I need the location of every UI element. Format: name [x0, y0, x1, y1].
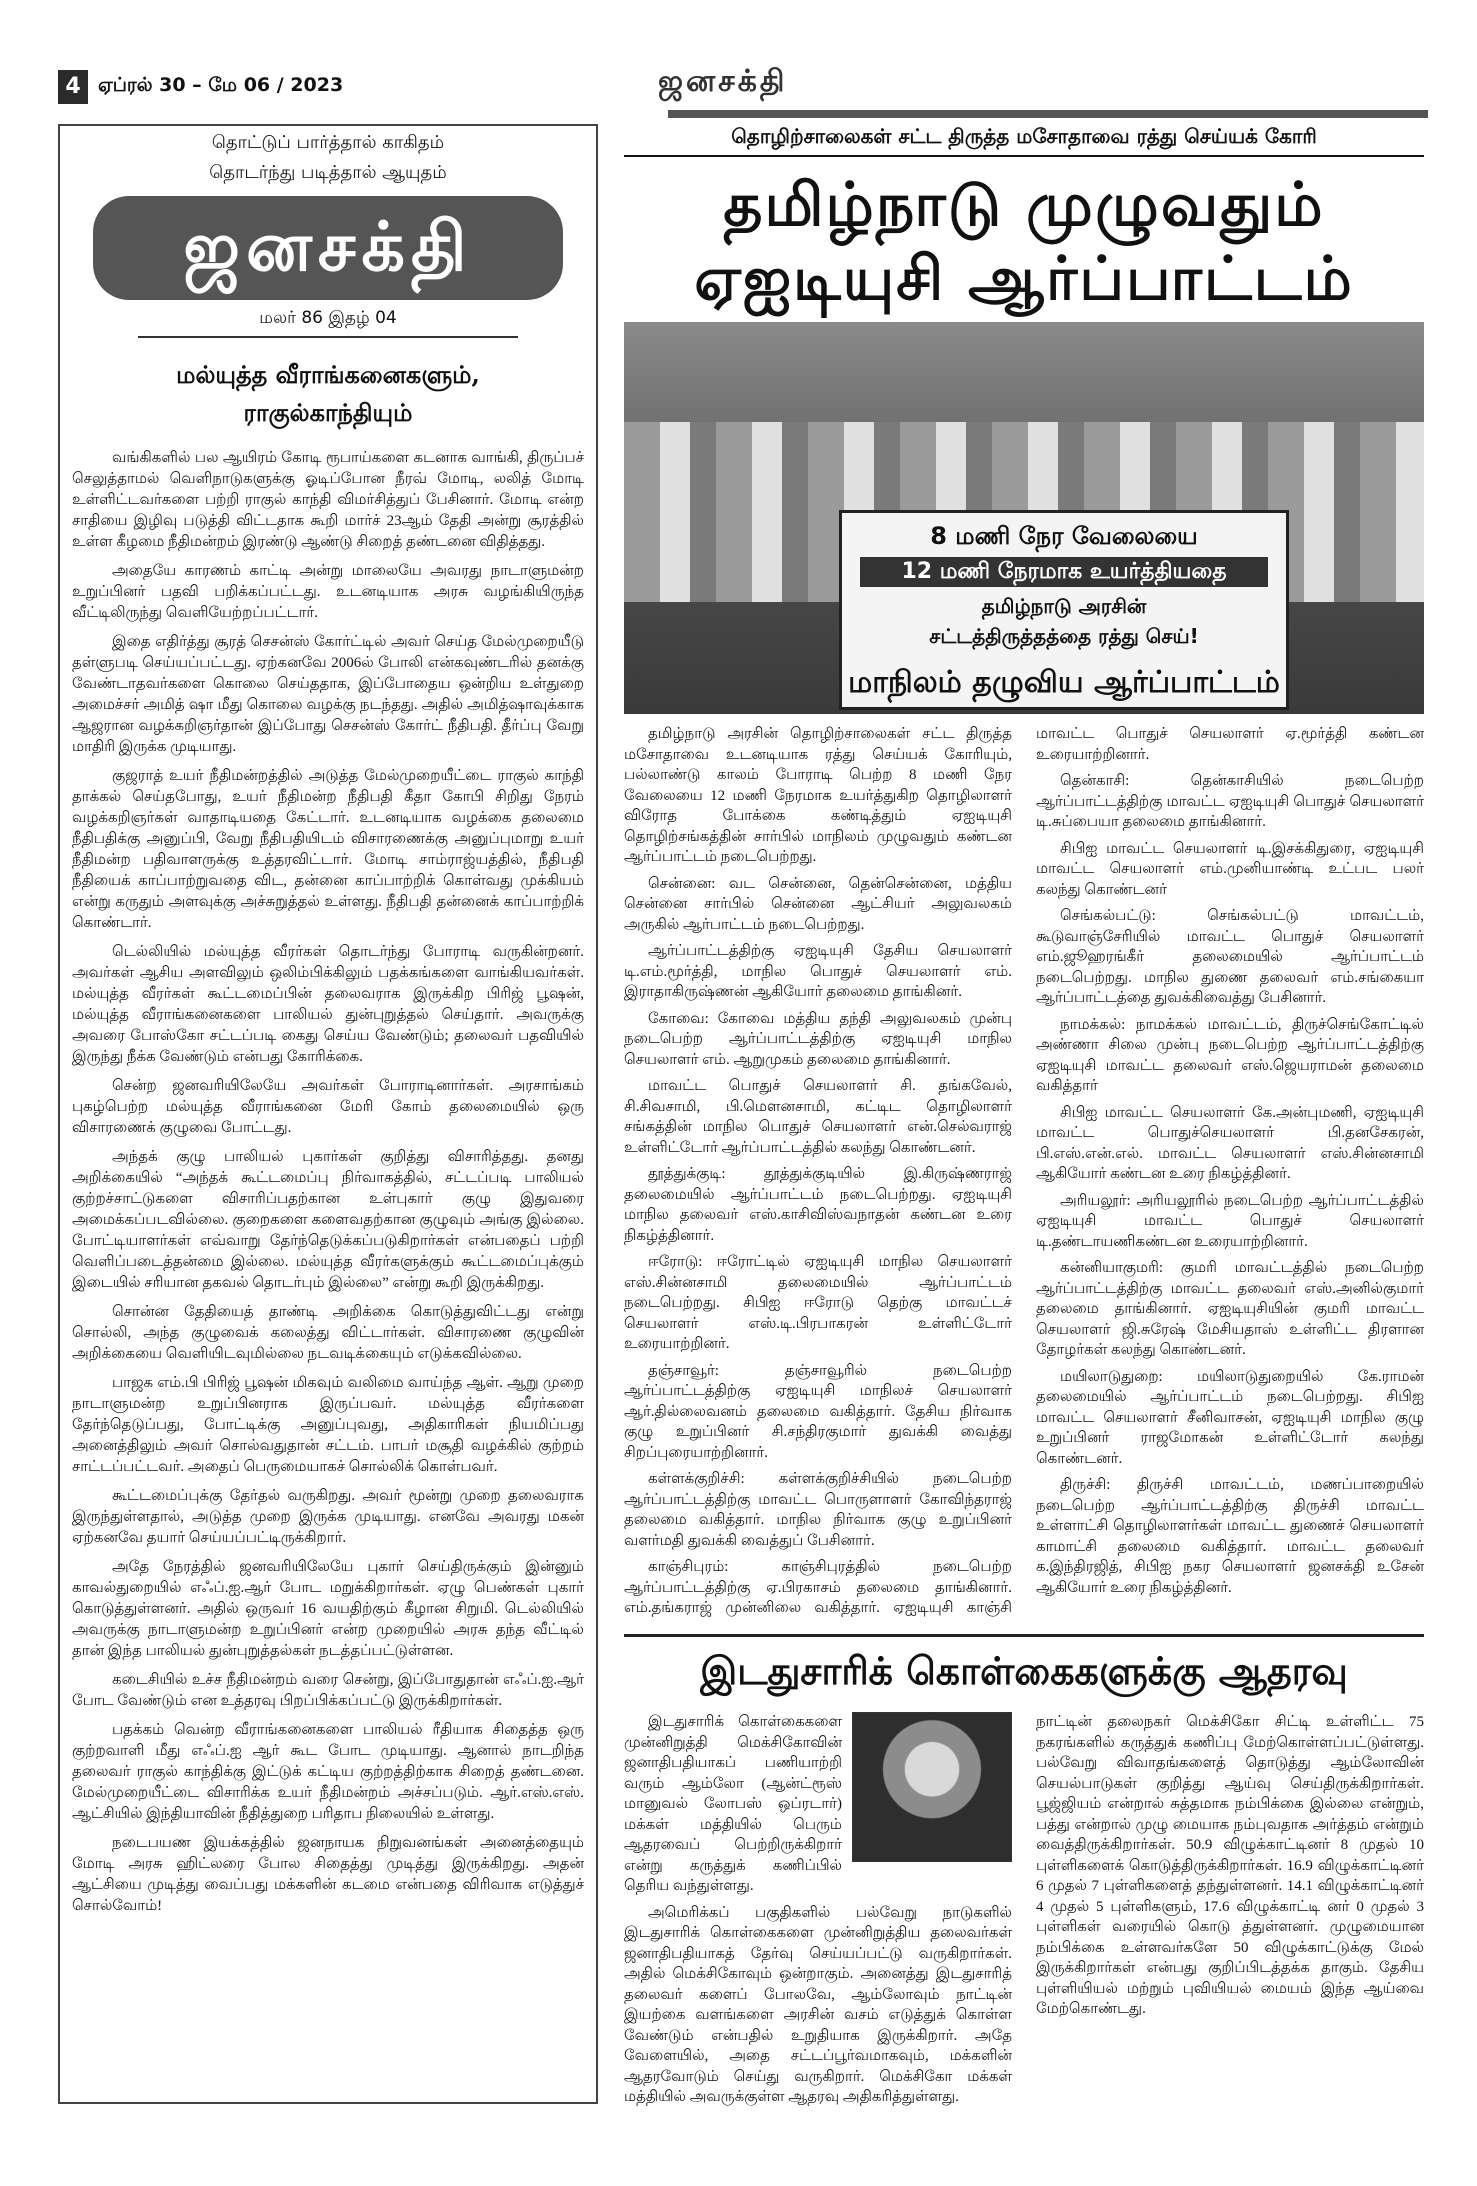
lead-paragraph: தூத்துக்குடி: தூத்துக்குடியில் இ.கிருஷ்ணராஜ் தலைமையில் ஆர்ப்பாட்டம் நடைபெற்றது. ஏஐடியுசி மாநில தலைவர் எஸ்.காசிவிஸ்வநாதன் கண்டன உரை நிகழ்த்தினார். [624, 1166, 1012, 1244]
lead-paragraph: செங்கல்பட்டு: செங்கல்பட்டு மாவட்டம், கூடுவாஞ்சேரியில் மாவட்ட பொதுச் செயலாளர் எம்.ஜூஹரங்கீர் தலைமையில் ஆர்ப்பாட்டம் நடைபெற்றது. மாநில துணை தலைவர் எம்.சங்கையா ஆர்ப்பாட்டத்தை துவக்கிவைத்து பேசினார். [1036, 908, 1424, 1006]
lead-paragraph: ஆர்ப்பாட்டத்திற்கு ஏஐடியுசி தேசிய செயலாளர் டி.எம்.மூர்த்தி, மாநில பொதுச் செயலாளர் எம். இராதாகிருஷ்ணன் ஆகியோர் தலைமை தாங்கினர். [624, 943, 1012, 1000]
protest-banner [839, 510, 1289, 710]
lead-paragraph: சிபிஐ மாவட்ட செயலாளர் டி.இசக்கிதுரை, ஏஐடியுசி மாவட்ட செயலாளர் எம்.முனியாண்டி உட்பட பலர் கலந்து கொண்டனர் [1036, 840, 1424, 898]
second-article-column-2 [1036, 1712, 1424, 2110]
issue-number: மலர் 86 இதழ் 04 [259, 308, 397, 328]
lead-headline-line-2: ஏஐடியுசி ஆர்ப்பாட்டம் [694, 244, 1354, 314]
second-paragraph: நாட்டின் தலைநகர் மெக்சிகோ சிட்டி உள்ளிட்ட 75 நகரங்களில் கருத்துக் கணிப்பு மேற்கொள்ளப்பட்டுள்ளது. பல்வேறு விவாதங்களைத் தொடுத்து ஆம்லோவின் செயல்பாடுகள் குறித்து ஆய்வு செய்திருக்கிறார்கள். பூஜ்ஜியம் என்றால் சுத்தமாக நம்பிக்கை இல்லை என்றும், பத்து என்றால் முழு மையாக நம்புவதாக அர்த்தம் என்றும் வைத்திருக்கிறார்கள். 50.9 விழுக்காட்டினர் 8 முதல் 10 புள்ளிகளைக் கொடுத்திருக்கிறார்கள். 16.9 விழுக்காட்டினர் 6 முதல் 7 புள்ளிகளைத் தந்துள்ளனர். 14.1 விழுக்காட்டினர் 4 முதல் 5 புள்ளிகளும், 17.6 விழுக்காட்டி னர் 0 முதல் 3 புள்ளிகள் வரையில் கொடு த்துள்ளனர். முழுமையான நம்பிக்கை உள்ளவர்களே 50 விழுக்காட்டுக்கு மேல் இருக்கிறார்கள் என்பது குறிப்பிடத்தக்க தாகும். தேசிய புள்ளியியல் மற்றும் புவியியல் மையம் இந்த ஆய்வை மேற்கொண்டது. [1036, 1714, 1424, 2017]
lead-paragraph: தமிழ்நாடு அரசின் தொழிற்சாலைகள் சட்ட திருத்த மசோதாவை உடனடியாக ரத்து செய்யக் கோரியும், பல்லாண்டு காலம் போராடி பெற்ற 8 மணி நேர வேலையை 12 மணி நேரமாக உயர்த்துகிற தொழிலாளர் விரோத போக்கை கண்டித்தும் ஏஐடியுசி தொழிற்சங்கத்தின் சார்பில் மாநிலம் முழுவதும் கண்டன ஆர்ப்பாட்டம் நடைபெற்றது. [624, 726, 1012, 865]
lead-kicker: தொழிற்சாலைகள் சட்ட திருத்த மசோதாவை ரத்து செய்யக் கோரி [624, 124, 1424, 157]
lead-paragraph: கள்ளக்குறிச்சி: கள்ளக்குறிச்சியில் நடைபெற்ற ஆர்ப்பாட்டத்திற்கு மாவட்ட பொருளாளர் கோவிந்தராஜ் தலைமை வகித்தார். மாநில நிர்வாக குழு உறுப்பினர் வளர்மதி துவக்கி வைத்துப் பேசினார். [624, 1471, 1012, 1549]
lead-paragraph: கோவை: கோவை மத்திய தந்தி அலுவலகம் முன்பு நடைபெற்ற ஆர்ப்பாட்டத்திற்கு ஏஐடியுசி மாநில செயலாளர் எம். ஆறுமுகம் தலைமை தாங்கினார். [624, 1010, 1012, 1068]
lead-paragraph: தஞ்சாவூர்: தஞ்சாவூரில் நடைபெற்ற ஆர்ப்பாட்டத்திற்கு ஏஐடியுசி மாநிலச் செயலாளர் ஆர்.தில்லைவனம் தலைமை வகித்தார். தேசிய நிர்வாக குழு உறுப்பினர் சி.சந்திரகுமார் துவக்கி வைத்து சிறப்புரையாற்றினார். [624, 1362, 1012, 1461]
banner-line-2: 12 மணி நேரமாக உயர்த்தியதை [860, 557, 1268, 587]
editorial-paragraph: பாஜக எம்.பி பிரிஜ் பூஷன் மிகவும் வலிமை வாய்ந்த ஆள். ஆறு முறை நாடாளுமன்ற உறுப்பினராக இருப்பவர். மல்யுத்த வீரர்களை தேர்ந்தெடுப்பது, போட்டிக்கு அனுப்புவது, அதிகாரிகள் நியமிப்பது அனைத்திலும் அவர் சொல்வதுதான் சட்டம். பாபர் மசூதி வழக்கில் குற்றம் சாட்டப்பட்டவர். அதைப் பெருமையாகச் சொல்லிக் கொள்பவர். [72, 1375, 584, 1475]
second-article-column-1 [624, 1712, 1012, 2110]
lead-paragraph: சிபிஐ மாவட்ட செயலாளர் கே.அன்புமணி, ஏஐடியுசி மாவட்ட பொதுச்செயலாளர் பி.தனசேகரன், பி.எஸ்.என்.எல். மாவட்ட செயலாளர் எஸ்.சின்னசாமி ஆகியோர் கண்டன உரை நிகழ்த்தினர். [1036, 1104, 1424, 1182]
president-photo [852, 1712, 1012, 1862]
editorial-paragraph: கடைசியில் உச்ச நீதிமன்றம் வரை சென்று, இப்போதுதான் எஃப்.ஐ.ஆர் போட வேண்டும் என உத்தரவு பிறப்பிக்கப்பட்டு இருக்கிறார்கள். [72, 1672, 584, 1709]
editorial-paragraph: கூட்டமைப்புக்கு தேர்தல் வருகிறது. அவர் மூன்று முறை தலைவராக இருந்துள்ளதால், அடுத்த முறை இருக்க முடியாது. எனவே அவரது மகன் ஏற்கனவே தயார் செய்யப்பட்டிருக்கிறார். [72, 1488, 584, 1546]
banner-line-4: சட்டத்திருத்தத்தை ரத்து செய்! [929, 624, 1199, 648]
editorial-paragraph: அந்தக் குழு பாலியல் புகார்கள் குறித்து விசாரித்தது. தனது அறிக்கையில் “அந்தக் கூட்டமைப்பு நிர்வாகத்தில், சட்டப்படி பாலியல் குற்றச்சாட்டுகளை விசாரிப்பதற்கான உள்புகார் குழு இதுவரை அமைக்கப்படவில்லை. குறைகளை களைவதற்கான குழுவும் அங்கு இல்லை. போட்டியாளர்கள் எவ்வாறு தேர்ந்தெடுக்கப்படுகிறார்கள் என்பதைப் பற்றி வெளிப்படைத்தன்மை இல்லை. மல்யுத்த வீரர்களுக்கும் கூட்டமைப்புக்கும் இடையில் சரியான தகவல் தொடர்பும் இல்லை” என்று கூறி இருக்கிறது. [72, 1149, 584, 1291]
editorial-paragraph: அதே நேரத்தில் ஜனவரியிலேயே புகார் செய்திருக்கும் இன்னும் காவல்துறையில் எஃப்.ஐ.ஆர் போட மறுக்கிறார்கள். ஏழு பெண்கள் புகார் கொடுத்துள்ளனர். அதில் ஒருவர் 16 வயதிற்கும் கீழான சிறுமி. டெல்லியில் அவருக்கு நாடாளுமன்ற உறுப்பினர் என்ற முறையில் அரசு தந்த வீட்டில் தான் இந்த பாலியல் துன்புறுத்தல்கள் நடத்தப்பட்டுள்ளன. [72, 1559, 584, 1659]
second-headline: இடதுசாரிக் கொள்கைகளுக்கு ஆதரவு [700, 1649, 1348, 1693]
lead-paragraph: தென்காசி: தென்காசியில் நடைபெற்ற ஆர்ப்பாட்டத்திற்கு மாவட்ட ஏஐடியுசி பொதுச் செயலாளர் டி.சுப்பையா தலைமை தாங்கினார். [1036, 773, 1424, 830]
editorial-title [60, 356, 596, 432]
banner-line-5: மாநிலம் தழுவிய ஆர்ப்பாட்டம் [848, 665, 1280, 700]
issue-divider [138, 336, 518, 338]
editorial-body [60, 448, 596, 1917]
lead-paragraph: சென்னை: வட சென்னை, தென்சென்னை, மத்திய சென்னை சார்பில் சென்னை ஆட்சியர் அலுவலகம் அருகில் ஆர்பாட்டம் நடைபெற்றது. [624, 875, 1012, 933]
lead-paragraph: மாவட்ட பொதுச் செயலாளர் சி. தங்கவேல், சி.சிவசாமி, பி.மௌனசாமி, கட்டிட தொழிலாளர் சங்கத்தின் மாநில பொதுச் செயலாளர் என்.செல்வராஜ் உள்ளிட்டோர் ஆர்ப்பாட்டத்தில் கலந்து கொண்டனர். [624, 1078, 1012, 1156]
editorial-paragraph: பதக்கம் வென்ற வீராங்கனைகளை பாலியல் ரீதியாக சிதைத்த ஒரு குற்றவாளி மீது எஃப்.ஐ ஆர் கூட போட முடியாது. ஆனால் நாடறிந்த தலைவர் ராகுல் காந்திக்கு இட்டுக் கட்டிய குற்றத்திற்காக சிறைத் தண்டனை. மேல்முறையீட்டை விசாரிக்க உயர் நீதிமன்றம் அச்சப்படும். ஆர்.எஸ்.எஸ். ஆட்சியில் இந்தியாவின் நீதித்துறை பரிதாப நிலையில் உள்ளது. [72, 1722, 584, 1822]
lead-paragraph: காஞ்சிபுரம்: காஞ்சிபுரத்தில் நடைபெற்ற ஆர்ப்பாட்டத்திற்கு ஏ.பிரகாசம் தலைமை தாங்கினார். எம்.தங்கராஜ் முன்னிலை வகித்தார். ஏஐடியுசி காஞ்சி மாவட்ட பொதுச் செயலாளர் ஏ.மூர்த்தி கண்டன உரையாற்றினார். [624, 726, 1424, 1616]
editorial-paragraph: நடைபயண இயக்கத்தில் ஜனநாயக நிறுவனங்கள் அனைத்தையும் மோடி அரசு ஹிட்லரை போல சிதைத்து முடித்து இருக்கிறது. அதன் ஆட்சியை முடித்து வைப்பது மக்களின் கடமை என்பதை விரிவாக எடுத்துச் சொல்வோம்! [72, 1835, 584, 1914]
lead-paragraph: கன்னியாகுமரி: குமரி மாவட்டத்தில் நடைபெற்ற ஆர்ப்பாட்டத்திற்கு மாவட்ட தலைவர் எஸ்.அனில்குமார் தலைமை தாங்கினார். ஏஐடியுசியின் குமரி மாவட்ட செயலாளர் ஜி.சுரேஷ் மேசியதாஸ் உள்ளிட்ட திரளான தோழர்கள் கலந்து கொண்டனர். [1036, 1260, 1424, 1358]
section-divider [624, 1634, 1424, 1637]
second-paragraph: அமெரிக்கப் பகுதிகளில் பல்வேறு நாடுகளில் இடதுசாரிக் கொள்கைகளை முன்னிறுத்திய தலைவர்கள் ஜனாதிபதியாகத் தேர்வு செய்யப்பட்டு வருகிறார்கள். அதில் மெக்சிகோவும் ஒன்றாகும். அனைத்து இடதுசாரித் தலைவர் களைப் போலவே, ஆம்லோவும் நாட்டின் இயற்கை வளங்களை அரசின் வசம் எடுத்துக் கொள்ள வேண்டும் என்பதில் உறுதியாக இருக்கிறார். அதே வேளையில், அதை சட்டப்பூர்வமாகவும், மக்களின் ஆதரவோடும் செய்து வருகிறார். மெக்சிகோ மக்கள் மத்தியில் அவருக்குள்ள ஆதரவு அதிகரித்துள்ளது. [624, 1904, 1012, 2105]
editorial-paragraph: இதை எதிர்த்து சூரத் செசன்ஸ் கோர்ட்டில் அவர் செய்த மேல்முறையீடு தள்ளுபடி செய்யப்பட்டது. ஏற்கனவே 2006ல் போலி என்கவுண்டரில் தனக்கு வேண்டாதவர்களை கொலை செய்ததாக, இப்போதைய ஒன்றிய உள்துறை அமைச்சர் அமித் ஷா மீது கொலை வழக்கு நடந்தது. அதில் அமித்ஷாவுக்காக ஆஜரான வழக்கறிஞர்தான் இப்போது செசன்ஸ் கோர்ட் நீதிபதி. தீர்ப்பு வேறு மாதிரி இருக்க முடியாது. [72, 634, 584, 755]
second-article [624, 1712, 1424, 2110]
second-paragraph: இடதுசாரிக் கொள்கைகளை முன்னிறுத்தி மெக்சிகோவின் ஜனாதிபதியாகப் பணியாற்றி வரும் ஆம்லோ (ஆன்ட்ரூஸ் மானுவல் லோபஸ் ஒப்ரடார்) மக்கள் மத்தியில் பெரும் ஆதரவைப் பெற்றிருக்கிறார் என்று கருத்துக் கணிப்பில் தெரிய வந்துள்ளது. [624, 1714, 842, 1894]
lead-paragraph: நாமக்கல்: நாமக்கல் மாவட்டம், திருச்செங்கோட்டில் அண்ணா சிலை முன்பு நடைபெற்ற ஆர்ப்பாட்டத்திற்கு ஏஐடியுசி மாவட்ட தலைவர் எஸ்.ஜெயராமன் தலைமை வகித்தார் [1036, 1016, 1424, 1094]
editorial-paragraph: குஜராத் உயர் நீதிமன்றத்தில் அடுத்த மேல்முறையீட்டை ராகுல் காந்தி தாக்கல் செய்தபோது, உயர் நீதிமன்ற நீதிபதி கீதா கோபி சிறிது நேரம் வழக்கறிஞர்கள் வாதாடியதை கேட்டார். உடனடியாக வழக்கை தலைமை நீதிபதிக்கு அனுப்பி, வேறு நீதிபதியிடம் விசாரணைக்கு அனுப்புமாறு உயர் நீதிமன்ற பதிவாளருக்கு உத்தரவிட்டார். மோடி சாம்ராஜ்யத்தில், நீதிபதி நீதியைக் காப்பாற்றுவதை விட, தன்னை காப்பாற்றிக் கொள்வது முக்கியம் என்று கருதும் அளவுக்கு அச்சுறுத்தல் உள்ளது. நீதிபதி தன்னைக் காப்பாற்றிக் கொண்டார். [72, 768, 584, 931]
banner-line-3: தமிழ்நாடு அரசின் [981, 594, 1147, 618]
tagline-line-2: தொடர்ந்து படித்தால் ஆயுதம் [209, 162, 447, 183]
banner-line-1: 8 மணி நேர வேலையை [930, 522, 1198, 550]
lead-paragraph: திருச்சி: திருச்சி மாவட்டம், மணப்பாறையில் நடைபெற்ற ஆர்ப்பாட்டத்திற்கு திருச்சி மாவட்ட உள்ளாட்சி தொழிலாளர்கள் மாவட்ட துணைச் செயலாளர் காமாட்சி தலைமை வகித்தார். மாவட்ட தலைவர் க.இந்திரஜித், சிபிஐ நகர செயலாளர் ஜனசக்தி உசேன் ஆகியோர் உரை நிகழ்த்தினர். [1036, 1477, 1424, 1596]
editorial-paragraph: அதையே காரணம் காட்டி அன்று மாலையே அவரது நாடாளுமன்ற உறுப்பினர் பதவி பறிக்கப்பட்டது. உடனடியாக அரசு வழங்கியிருந்த வீட்டிலிருந்து வெளியேற்றப்பட்டார். [72, 563, 584, 621]
editorial-paragraph: சொன்ன தேதியைத் தாண்டி அறிக்கை கொடுத்துவிட்டது என்று சொல்லி, அந்த குழுவைக் கலைத்து விட்டார்கள். விசாரணை குழுவின் அறிக்கையை வெளியிடவுமில்லை நடவடிக்கையும் எடுக்கவில்லை. [72, 1304, 584, 1362]
lead-headline [624, 168, 1424, 316]
editorial-paragraph: சென்ற ஜனவரியிலேயே அவர்கள் போராடினார்கள். அரசாங்கம் புகழ்பெற்ற மல்யுத்த வீராங்கனை மேரி கோம் தலைமையில் ஒரு விசாரணைக் குழுவை போட்டது. [72, 1078, 584, 1136]
header-rule [668, 110, 1428, 118]
editorial-column [58, 124, 598, 2104]
lead-headline-line-1: தமிழ்நாடு முழுவதும் [723, 170, 1325, 240]
editorial-title-line-1: மல்யுத்த வீராங்கனைகளும், [176, 360, 480, 389]
editorial-paragraph: டெல்லியில் மல்யுத்த வீரர்கள் தொடர்ந்து போராடி வருகின்றனர். அவர்கள் ஆசிய அளவிலும் ஒலிம்பிக்கிலும் பதக்கங்களை வாங்கியவர்கள். மல்யுத்த வீரர்கள் கூட்டமைப்பின் தலைவராக இருக்கிற பிரிஜ் பூஷன், மல்யுத்த வீராங்கனைகளை பாலியல் துன்புறுத்தல் செய்தார். அவருக்கு அவரை போஸ்கோ சட்டப்படி கைது செய்ய வேண்டும்; தலைவர் பதவியில் இருந்து நீக்க வேண்டும் என்பது கோரிக்கை. [72, 944, 584, 1065]
page-header [58, 64, 1428, 114]
lead-paragraph: மயிலாடுதுறை: மயிலாடுதுறையில் கே.ராமன் தலைமையில் ஆர்ப்பாட்டம் நடைபெற்றது. சிபிஐ மாவட்ட செயலாளர் சீனிவாசன், ஏஐடியுசி மாநில குழு உறுப்பினர் ராஜமோகன் உள்ளிட்டோர் கலந்து கொண்டனர். [1036, 1368, 1424, 1467]
banner-line-6 [842, 713, 1286, 714]
janasakthi-logo: ஜனசக்தி [93, 196, 563, 300]
editorial-paragraph: வங்கிகளில் பல ஆயிரம் கோடி ரூபாய்களை கடனாக வாங்கி, திருப்பச் செலுத்தாமல் வெளிநாடுகளுக்கு ஓடிப்போன நீரவ் மோடி, லலித் மோடி உள்ளிட்டவர்களை பற்றி ராகுல் காந்தி விமர்சித்துப் பேசினார். மோடி என்ற சாதியை இழிவு படுத்தி விட்டதாக கூறி மார்ச் 23ஆம் தேதி அன்று சூரத்தில் உள்ள கீழமை நீதிமன்றம் இரண்டு ஆண்டு சிறைத் தண்டனை விதித்தது. [72, 450, 584, 550]
lead-article-body [624, 724, 1424, 1624]
masthead-title: ஜனசக்தி [658, 64, 788, 99]
protest-photo [624, 322, 1424, 714]
page-number: 4 [58, 70, 88, 104]
lead-paragraph: ஈரோடு: ஈரோட்டில் ஏஐடியுசி மாநில செயலாளர் எஸ்.சின்னசாமி தலைமையில் ஆர்ப்பாட்டம் நடைபெற்றது. சிபிஐ ஈரோடு தெற்கு மாவட்டச் செயலாளர் எஸ்.டி.பிரபாகரன் உள்ளிட்டோர் உரையாற்றினர். [624, 1254, 1012, 1352]
issue-date: ஏப்ரல் 30 – மே 06 / 2023 [98, 74, 344, 96]
editorial-title-line-2: ராகுல்காந்தியும் [243, 398, 413, 427]
tagline-line-1: தொட்டுப் பார்த்தால் காகிதம் [211, 132, 445, 153]
lead-paragraph: அரியலூர்: அரியலூரில் நடைபெற்ற ஆர்ப்பாட்டத்தில் ஏஐடியுசி மாவட்ட பொதுச் செயலாளர் டி.தண்டாயணிகண்டன உரையாற்றினார். [1036, 1192, 1424, 1250]
